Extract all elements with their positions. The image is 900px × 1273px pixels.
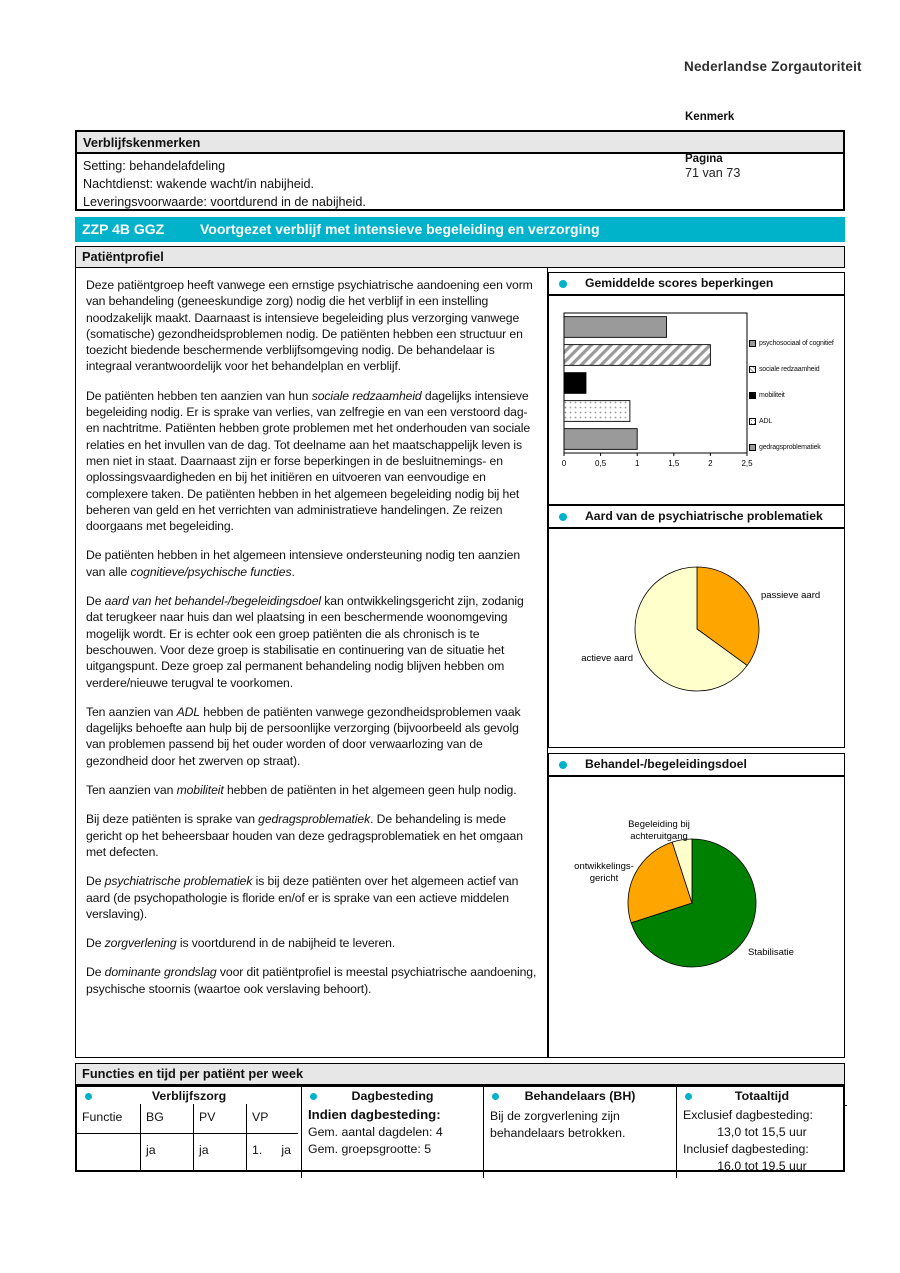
totaaltijd-line: 13,0 tot 15,5 uur xyxy=(717,1125,807,1139)
legend-swatch-icon xyxy=(749,366,756,373)
vz-value-vp xyxy=(247,1134,298,1170)
col-label: Dagbesteding xyxy=(351,1089,434,1103)
vp-value: ja xyxy=(281,1143,291,1157)
legend-swatch-icon xyxy=(749,340,756,347)
col-label: Totaaltijd xyxy=(734,1089,790,1103)
verblijfszorg-subtable xyxy=(77,1104,302,1178)
bar-4 xyxy=(564,429,637,450)
totaaltijd-line: 16,0 tot 19,5 uur xyxy=(717,1159,807,1173)
vz-header-functie: Functie xyxy=(77,1104,141,1134)
vz-value-functie xyxy=(77,1134,141,1170)
col-label: Behandelaars (BH) xyxy=(524,1089,636,1103)
verblijfskenmerken-line: Nachtdienst: wakende wacht/in nabijheid. xyxy=(83,177,315,191)
patientprofiel-header: Patiëntprofiel xyxy=(75,246,845,268)
zzp-code: ZZP 4B GGZ xyxy=(82,221,165,237)
profile-paragraph: Ten aanzien van ADL hebben de patiënten vanwege gezondheidsproblemen vaak dagelijks behoefte aan hulp bij de persoonlijke verzorging (bijvoorbeeld als gevolg van problemen passend bij het ouder worden of door verwaarlozing van de gezondheid door het zwerven op straat). xyxy=(86,704,521,768)
pie-label: achteruitgang xyxy=(630,831,688,842)
legend-swatch-icon xyxy=(749,392,756,399)
bar-legend xyxy=(749,340,834,470)
nza-logo: Nederlandse Zorgautoriteit xyxy=(684,59,862,74)
dagbesteding-heading: Indien dagbesteding: xyxy=(308,1107,441,1122)
profile-paragraph: Ten aanzien van mobiliteit hebben de patiënten in het algemeen geen hulp nodig. xyxy=(86,783,517,798)
bar-1 xyxy=(564,345,710,366)
verblijfskenmerken-line: Setting: behandelafdeling xyxy=(83,159,226,173)
legend-item xyxy=(749,418,834,425)
totaaltijd-lines xyxy=(677,1104,847,1178)
pie2-box xyxy=(548,776,845,1058)
profile-paragraphs xyxy=(75,268,548,1058)
dagbesteding-lines xyxy=(308,1124,477,1158)
functies-title: Functies en tijd per patiënt per week xyxy=(75,1063,845,1085)
x-tick-label: 1,5 xyxy=(668,459,680,468)
vz-header-vp: VP xyxy=(247,1104,298,1134)
col-label: Verblijfszorg xyxy=(151,1089,227,1103)
profile-paragraph: Deze patiëntgroep heeft vanwege een ernstige psychiatrische aandoening een vorm van behandeling (geneeskundige zorg) nodig die het verblijf in een instelling noodzakelijk maakt. Daarnaast is intensieve begeleiding plus verzorging vanwege (somatische) gezondheidsproblemen nodig. De patiënten hebben een structuur en toezicht biedende beschermende verblijfsomgeving nodig. De behandelaar is integraal verantwoordelijk voor het behandelplan en verblijf. xyxy=(86,278,533,374)
bar-3 xyxy=(564,401,630,422)
bar-chart-header xyxy=(548,272,845,295)
legend-label: sociale redzaamheid xyxy=(759,366,820,373)
vz-header-pv: PV xyxy=(194,1104,247,1134)
pie-label: gericht xyxy=(589,873,619,884)
pie-chart-doel xyxy=(549,777,843,1055)
legend-item xyxy=(749,366,834,373)
vp-prefix: 1. xyxy=(252,1143,263,1157)
legend-label: psychosociaal of cognitief xyxy=(759,340,834,347)
pie1-header xyxy=(548,505,845,528)
legend-item xyxy=(749,444,834,451)
legend-swatch-icon xyxy=(749,418,756,425)
functies-column-headers xyxy=(75,1085,845,1106)
bullet-icon xyxy=(559,513,567,521)
profile-paragraph: De aard van het behandel-/begeleidingsdoel kan ontwikkelingsgericht zijn, zodanig dat terugkeer naar huis dan wel plaatsing in een beschermende woonomgeving mogelijk wordt. Er is echter ook een groep patiënten die als chronisch is te beschouwen. Voor deze groep is stabilisatie en continuering van de situatie het uitgangspunt. Deze groep zal permanent behandeling nodig blijven hebben om verdere/nieuwe terugval te voorkomen. xyxy=(86,594,524,690)
pagina-value: 71 van 73 xyxy=(685,166,741,180)
bullet-icon xyxy=(492,1093,499,1100)
verblijfskenmerken-title: Verblijfskenmerken xyxy=(77,132,843,154)
pie-label: Stabilisatie xyxy=(748,947,794,958)
pie-label: passieve aard xyxy=(761,590,821,601)
pie-label: ontwikkelings- xyxy=(574,861,634,872)
totaaltijd-line: Exclusief dagbesteding: xyxy=(683,1108,813,1122)
behandelaars-cell: Bij de zorgverlening zijn behandelaars betrokken. xyxy=(484,1104,677,1178)
x-tick-label: 0,5 xyxy=(595,459,607,468)
bar-0 xyxy=(564,317,666,338)
pie2-title: Behandel-/begeleidingsdoel xyxy=(585,757,747,771)
totaaltijd-line: Inclusief dagbesteding: xyxy=(683,1142,809,1156)
bar-chart-title: Gemiddelde scores beperkingen xyxy=(585,276,774,290)
profile-paragraph: De patiënten hebben ten aanzien van hun sociale redzaamheid dagelijks intensieve begeleiding nodig. Er is sprake van verlies, van zelfregie en van een verstoord dag- en nachtritme. Patiënten hebben grote problemen met het onderhouden van sociale relaties en het invullen van de dag. Tot deelname aan het maatschappelijk leven is men niet in staat. Daarnaast zijn er forse beperkingen in de besluitnemings- en oplossingsvaardigheden en bij het initiëren en uitvoeren van eenvoudige en complexere taken. De patiënten hebben in het algemeen begeleiding nodig bij het beheren van geld en het verrichten van administratieve handelingen. Ze reizen doorgaans met begeleiding. xyxy=(86,388,531,534)
pie2-header xyxy=(548,753,845,776)
pie-chart-aard xyxy=(549,529,843,745)
bullet-icon xyxy=(559,280,567,288)
legend-item xyxy=(749,392,834,399)
dagbesteding-line: Gem. aantal dagdelen: 4 xyxy=(308,1125,443,1139)
pie-label: actieve aard xyxy=(581,653,633,664)
functies-body xyxy=(75,1104,845,1172)
vz-value-bg: ja xyxy=(141,1134,194,1170)
pagina-label: Pagina xyxy=(685,153,723,165)
vz-header-bg: BG xyxy=(141,1104,194,1134)
bullet-icon xyxy=(310,1093,317,1100)
legend-label: gedragsproblematiek xyxy=(759,444,821,451)
x-tick-label: 2 xyxy=(708,459,713,468)
bullet-icon xyxy=(85,1093,92,1100)
dagbesteding-cell xyxy=(302,1104,484,1178)
x-tick-label: 2,5 xyxy=(741,459,753,468)
zzp-banner xyxy=(75,217,845,242)
profile-paragraph: De patiënten hebben in het algemeen intensieve ondersteuning nodig ten aanzien van alle cognitieve/psychische functies. xyxy=(86,548,520,579)
pie-label: Begeleiding bij xyxy=(628,819,690,830)
x-tick-label: 0 xyxy=(561,459,567,468)
verblijfskenmerken-line: Leveringsvoorwaarde: voortdurend in de nabijheid. xyxy=(83,195,366,209)
legend-label: mobiliteit xyxy=(759,392,785,399)
bar-2 xyxy=(564,373,586,394)
pie1-box xyxy=(548,528,845,748)
bullet-icon xyxy=(559,761,567,769)
profile-paragraph: De dominante grondslag voor dit patiëntprofiel is meestal psychiatrische aandoening, psychische stoornis (waartoe ook verslaving behoort). xyxy=(86,965,537,996)
kenmerk-label: Kenmerk xyxy=(685,111,735,123)
pie1-title: Aard van de psychiatrische problematiek xyxy=(585,509,823,523)
dagbesteding-line: Gem. groepsgrootte: 5 xyxy=(308,1142,432,1156)
profile-paragraph: De psychiatrische problematiek is bij deze patiënten over het algemeen actief van aard (de psychopathologie is floride en/of er is sprake van een actieve middelen verslaving). xyxy=(86,874,519,921)
profile-paragraph: Bij deze patiënten is sprake van gedragsproblematiek. De behandeling is mede gericht op het beheersbaar houden van deze gedragsproblematiek en het omgaan met defecten. xyxy=(86,812,523,859)
x-tick-label: 1 xyxy=(634,459,640,468)
bar-chart-box xyxy=(548,295,845,505)
profile-paragraph: De zorgverlening is voortdurend in de nabijheid te leveren. xyxy=(86,936,396,951)
zzp-banner-title: Voortgezet verblijf met intensieve begeleiding en verzorging xyxy=(200,221,600,237)
legend-item xyxy=(749,340,834,347)
legend-swatch-icon xyxy=(749,444,756,451)
vz-value-pv: ja xyxy=(194,1134,247,1170)
verblijfskenmerken-lines xyxy=(77,154,843,214)
bullet-icon xyxy=(685,1093,692,1100)
legend-label: ADL xyxy=(759,418,773,425)
